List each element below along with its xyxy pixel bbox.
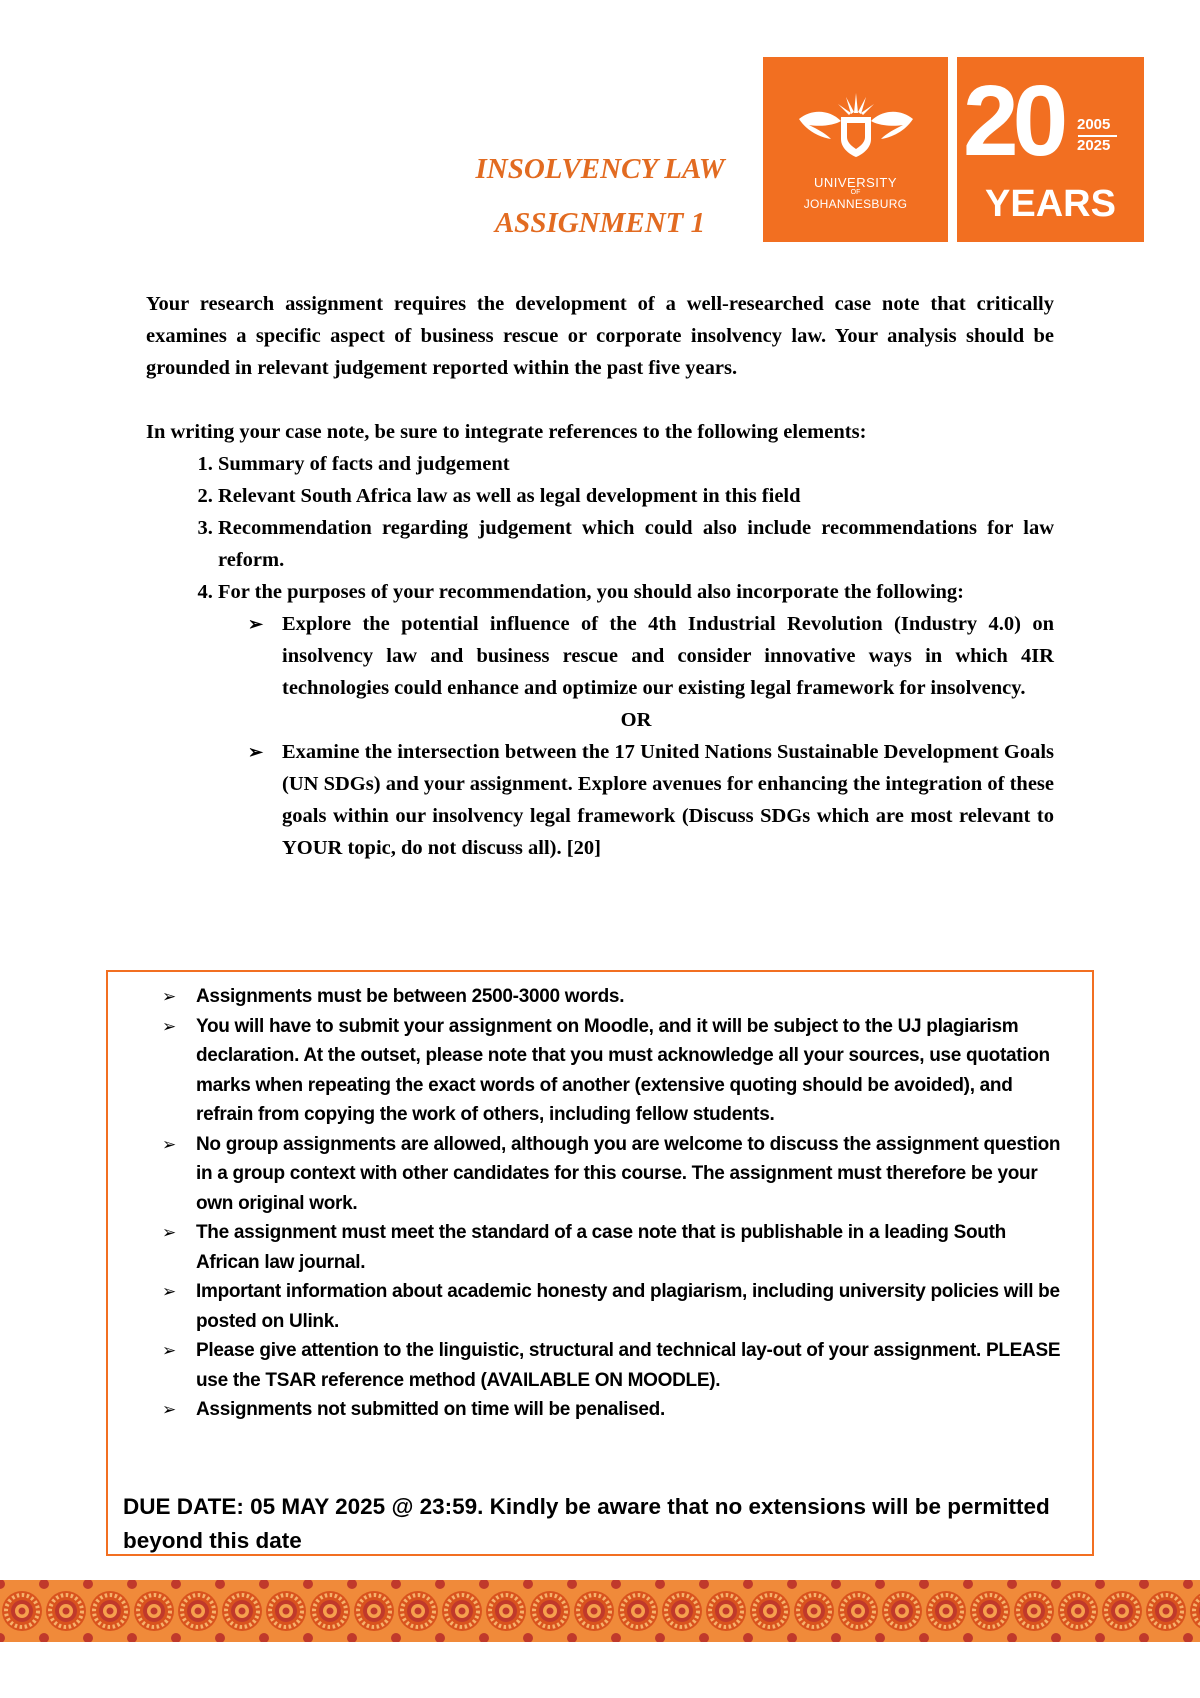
anniversary-year-start: 2005 — [1077, 116, 1111, 133]
intro-paragraph: Your research assignment requires the development of a well-researched case note that critically examines a specific aspect of business rescue or corporate insolvency law. Your analysis should be grounded in relevant judgement reported within the past five years. — [146, 293, 1054, 379]
arrow-bullet-icon: ➢ — [162, 1134, 176, 1154]
rule-text: Important information about academic honesty and plagiarism, including university policies will be posted on Ulink. — [196, 1281, 1060, 1332]
rules-box — [106, 970, 1094, 1556]
arrow-bullet-icon: ➢ — [162, 1223, 176, 1242]
elements-list — [146, 448, 1054, 864]
list-item-text: Relevant South Africa law as well as legal development in this field — [218, 485, 801, 507]
uj-emblem-icon — [791, 87, 921, 167]
pattern-fill — [0, 1580, 1200, 1642]
list-item — [218, 480, 1054, 512]
option-item — [248, 736, 1054, 864]
rule-text: The assignment must meet the standard of a case note that is publishable in a leading South African law journal. — [196, 1222, 1006, 1273]
option-item — [248, 608, 1054, 704]
or-separator: OR — [620, 709, 652, 731]
rule-text: No group assignments are allowed, although you are welcome to discuss the assignment question in a group context with other candidates for this course. The assignment must therefore be your own original work. — [196, 1133, 1061, 1214]
rule-item — [162, 1218, 1066, 1277]
options-list — [218, 608, 1054, 864]
arrow-bullet-icon: ➢ — [162, 1400, 176, 1419]
list-item-text: For the purposes of your recommendation, you should also incorporate the following: — [218, 581, 964, 603]
anniversary-number: 20 — [963, 65, 1063, 177]
due-date-notice: DUE DATE: 05 MAY 2025 @ 23:59. Kindly be aware that no extensions will be permitted beyond this date — [123, 1494, 1050, 1553]
rule-text: Assignments must be between 2500-3000 words. — [196, 986, 625, 1007]
rule-item — [162, 1395, 1066, 1425]
list-item — [218, 448, 1054, 480]
rule-item — [162, 1336, 1066, 1395]
rule-item — [162, 1012, 1066, 1130]
page-title-line1: INSOLVENCY LAW — [475, 153, 725, 185]
list-item-text: Summary of facts and judgement — [218, 453, 510, 475]
rule-text: Please give attention to the linguistic, structural and technical lay-out of your assignment. PLEASE use the TSAR reference method (AVAILABLE ON MOODLE). — [196, 1340, 1061, 1391]
uj-logo-text-of: OF — [850, 189, 861, 196]
arrow-bullet-icon: ➢ — [248, 614, 264, 634]
option-text: Examine the intersection between the 17 United Nations Sustainable Development Goals (UN SDGs) and your assignment. Explore avenues for enhancing the integration of these goals within our insolvency legal framework (Discuss SDGs which are most relevant to YOUR topic, do not discuss all). [20] — [282, 741, 1054, 859]
rule-item — [162, 982, 1066, 1012]
arrow-bullet-icon: ➢ — [162, 1016, 176, 1036]
arrow-bullet-icon: ➢ — [162, 1341, 176, 1360]
rule-text: You will have to submit your assignment on Moodle, and it will be subject to the UJ plagiarism declaration. At the outset, please note that you must acknowledge all your sources, use quotation marks when repeating the exact words of another (extensive quoting should be avoided), and refrain from copying the work of others, including fellow students. — [196, 1015, 1050, 1125]
decorative-pattern-border — [0, 1580, 1200, 1642]
rule-item — [162, 1277, 1066, 1336]
option-text: Explore the potential influence of the 4th Industrial Revolution (Industry 4.0) on insolvency law and business rescue and consider innovative ways in which 4IR technologies could enhance and optimize our existing legal framework for insolvency. — [282, 613, 1054, 699]
uj-logo — [763, 57, 948, 242]
list-item-text: Recommendation regarding judgement which could also include recommendations for law reform. — [218, 517, 1054, 571]
uj-logo-text-university: UNIVERSITY — [813, 175, 897, 190]
list-item — [218, 576, 1054, 864]
rule-text: Assignments not submitted on time will be penalised. — [196, 1399, 665, 1420]
arrow-bullet-icon: ➢ — [162, 1282, 176, 1301]
rules-list — [162, 982, 1066, 1425]
uj-logo-text-johannesburg: JOHANNESBURG — [803, 197, 908, 211]
anniversary-years-label: YEARS — [985, 183, 1116, 225]
page-title-line2: ASSIGNMENT 1 — [494, 207, 706, 239]
anniversary-year-end: 2025 — [1077, 137, 1111, 154]
arrow-bullet-icon: ➢ — [162, 987, 176, 1006]
instruction-paragraph: In writing your case note, be sure to integrate references to the following elements: — [146, 421, 867, 443]
arrow-bullet-icon: ➢ — [248, 742, 264, 762]
rule-item — [162, 1130, 1066, 1219]
list-item — [218, 512, 1054, 576]
anniversary-logo — [957, 57, 1144, 242]
